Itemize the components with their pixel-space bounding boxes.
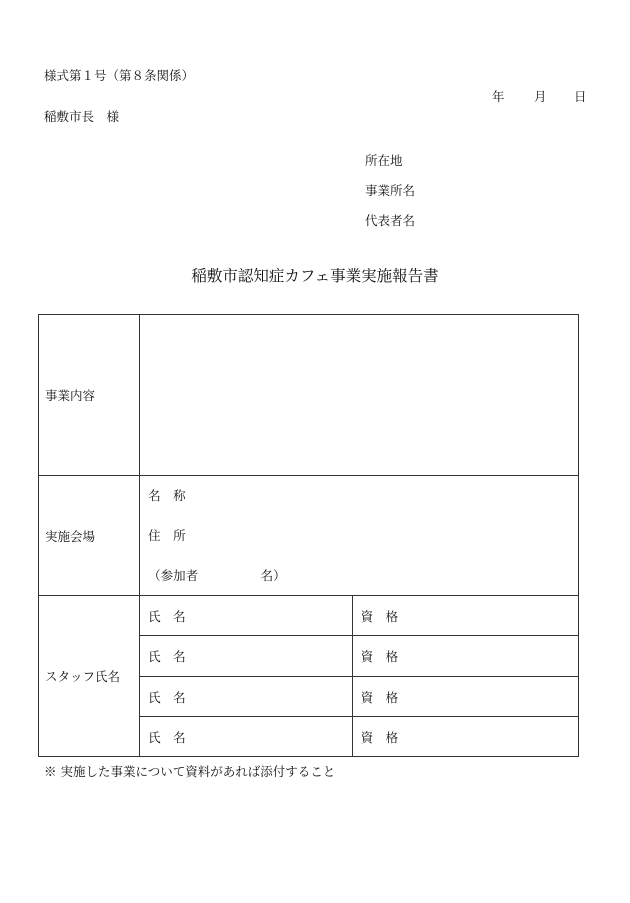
form-number: 様式第１号（第８条関係） — [44, 68, 195, 83]
staff-label: スタッフ氏名 — [39, 596, 140, 757]
staff-name-field[interactable]: 氏 名 — [140, 677, 352, 717]
addressee: 稲敷市長 様 — [44, 109, 120, 124]
content-label: 事業内容 — [39, 315, 140, 476]
report-table — [38, 314, 579, 757]
staff-qualification-field[interactable]: 資 格 — [352, 636, 578, 677]
staff-qualification-field[interactable]: 資 格 — [352, 717, 578, 757]
staff-row — [39, 596, 579, 636]
content-field[interactable] — [140, 315, 579, 476]
staff-qualification-field[interactable]: 資 格 — [352, 677, 578, 717]
venue-name-label: 名 称 — [148, 487, 186, 503]
sender-office-label: 事業所名 — [365, 183, 416, 198]
document-title: 稲敷市認知症カフェ事業実施報告書 — [191, 267, 439, 285]
staff-name-field[interactable]: 氏 名 — [140, 596, 352, 636]
sender-representative-label: 代表者名 — [365, 213, 416, 228]
venue-address-label: 住 所 — [148, 527, 186, 543]
venue-attendees-label: （参加者 名） — [148, 567, 286, 583]
footnote: ※ 実施した事業について資料があれば添付すること — [44, 764, 336, 779]
date-line — [492, 87, 587, 105]
staff-name-field[interactable]: 氏 名 — [140, 636, 352, 677]
venue-row — [39, 476, 579, 596]
staff-qualification-field[interactable]: 資 格 — [352, 596, 578, 636]
date-year: 年 — [492, 89, 505, 104]
content-row — [39, 315, 579, 476]
venue-label: 実施会場 — [39, 476, 140, 596]
venue-field[interactable] — [140, 476, 579, 596]
date-month: 月 — [534, 89, 547, 104]
date-day: 日 — [574, 89, 587, 104]
sender-address-label: 所在地 — [365, 153, 403, 168]
staff-name-field[interactable]: 氏 名 — [140, 717, 352, 757]
